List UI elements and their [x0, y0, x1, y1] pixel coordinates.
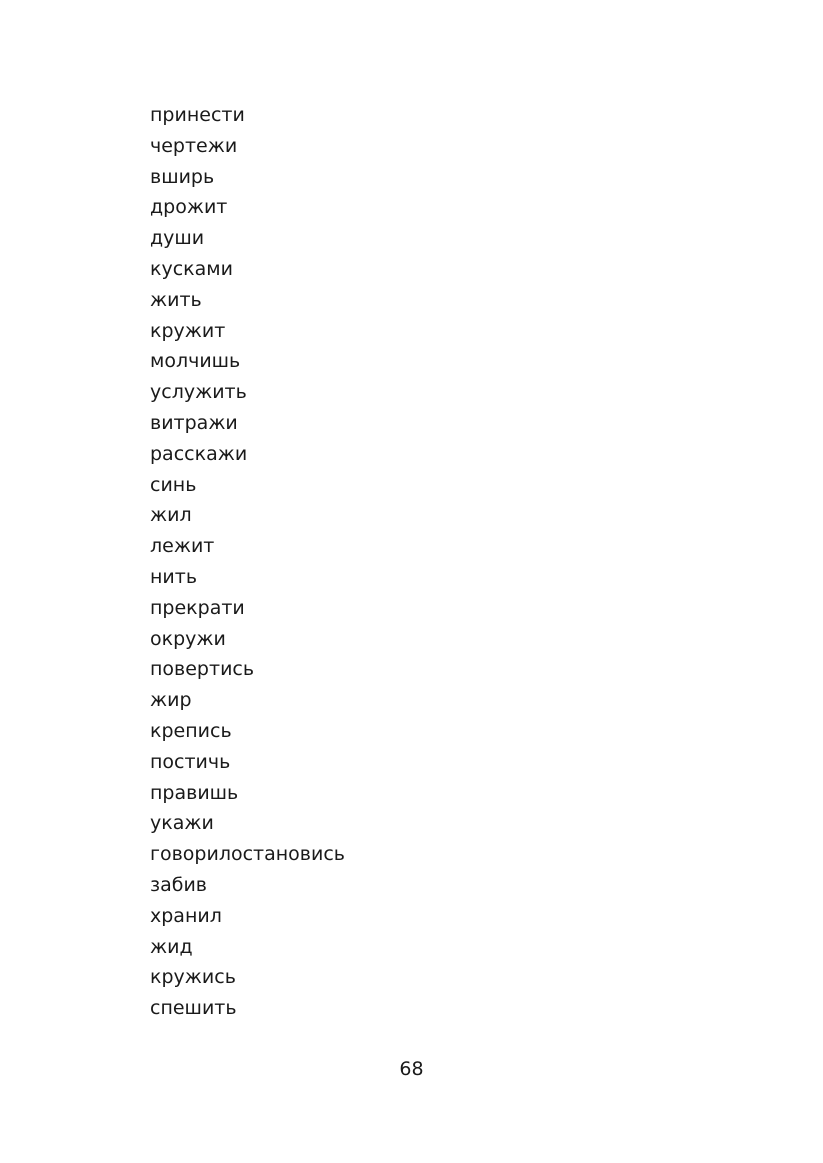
page-number: 68	[399, 1058, 424, 1080]
word-item: спешить	[150, 997, 237, 1020]
word-item: окружи	[150, 627, 226, 650]
word-item: кружись	[150, 966, 236, 989]
word-item: укажи	[150, 812, 214, 835]
word-item: прекрати	[150, 596, 245, 619]
word-item: кружит	[150, 319, 226, 342]
word-list	[150, 100, 345, 1024]
word-item: правишь	[150, 781, 239, 804]
word-item: витражи	[150, 411, 238, 434]
word-item: расскажи	[150, 442, 248, 465]
word-item: забив	[150, 873, 208, 896]
word-item: постичь	[150, 750, 231, 773]
word-item: жить	[150, 288, 202, 311]
word-item: жил	[150, 504, 192, 527]
word-item: крепись	[150, 719, 232, 742]
word-item: повертись	[150, 658, 255, 681]
word-item: хранил	[150, 904, 222, 927]
word-item: вширь	[150, 165, 215, 188]
word-item: синь	[150, 473, 197, 496]
word-item: принести	[150, 104, 245, 126]
word-item: чертежи	[150, 134, 238, 157]
word-item: нить	[150, 565, 198, 588]
word-item: жир	[150, 689, 192, 712]
word-item: жид	[150, 935, 193, 958]
word-item: кусками	[150, 257, 233, 280]
word-item: лежит	[150, 535, 215, 558]
word-item: услужить	[150, 381, 247, 404]
word-item: дрожит	[150, 196, 228, 219]
word-item: говорилостановись	[150, 843, 346, 866]
word-item: души	[150, 227, 205, 250]
word-item: молчишь	[150, 350, 241, 373]
